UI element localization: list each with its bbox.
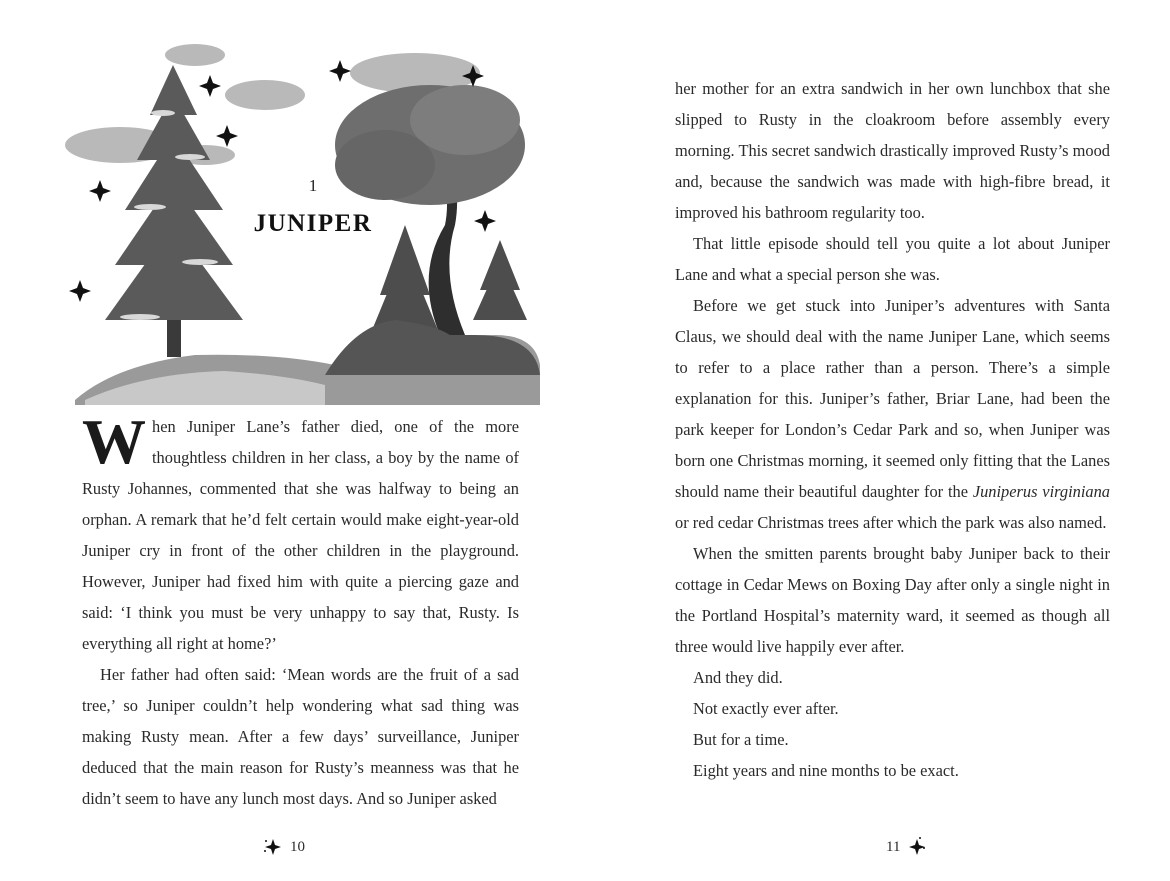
chapter-number: 1 (308, 176, 318, 195)
page-number-right: 11 (886, 836, 928, 858)
paragraph: And they did. (693, 668, 783, 687)
paragraph: Eight years and nine months to be exact. (693, 761, 959, 780)
paragraph: When the smitten parents brought baby Juniper back to their cottage in Cedar Mews on Boxing Day after only a single night in the Portland Hospital’s maternity ward, it seemed as though all three would live happily ever after. (675, 544, 1110, 656)
right-page-text (675, 73, 1110, 786)
left-page-text (82, 406, 519, 814)
sparkle-icon (906, 836, 928, 858)
right-page (585, 0, 1170, 881)
paragraph: That little episode should tell you quite a lot about Juniper Lane and what a special person she was. (675, 234, 1110, 284)
page-number-left: 10 (262, 836, 305, 858)
sparkle-icon (262, 836, 284, 858)
paragraph: her mother for an extra sandwich in her own lunchbox that she slipped to Rusty in the cloakroom before assembly every morning. This secret sandwich drastically improved Rusty’s mood and, because the sandwich was made with high-fibre bread, it improved his bathroom regularity too. (675, 79, 1110, 222)
chapter-title: JUNIPER (253, 210, 373, 237)
paragraph: Not exactly ever after. (693, 699, 839, 718)
paragraph: Before we get stuck into Juniper’s adventures with Santa Claus, we should deal with the name Juniper Lane, which seems to refer to a place rather than a person. There’s a simple explanation for this. Juniper’s father, Briar Lane, had been the park keeper for London’s Cedar Park and so, when Juniper was born one Christmas morning, it seemed only fitting that the Lanes should name their beautiful daughter for the Juniperus virginiana or red cedar Christmas trees after which the park was also named. (675, 296, 1110, 532)
drop-cap: W (82, 406, 146, 477)
paragraph: When Juniper Lane’s father died, one of the more thoughtless children in her class, a boy by the name of Rusty Johannes, commented that she was halfway to being an orphan. A remark that he’d felt certain would make eight-year-old Juniper cry in front of the other children in the playground. However, Juniper had fixed him with quite a piercing gaze and said: ‘I think you must be very unhappy to say that, Rusty. Is everything all right at home?’ (82, 406, 519, 653)
paragraph: But for a time. (693, 730, 789, 749)
paragraph: Her father had often said: ‘Mean words are the fruit of a sad tree,’ so Juniper couldn’t help wondering what sad thing was making Rusty mean. After a few days’ surveillance, Juniper deduced that the main reason for Rusty’s meanness was that he didn’t seem to have any lunch most days. And so Juniper asked (82, 665, 519, 808)
